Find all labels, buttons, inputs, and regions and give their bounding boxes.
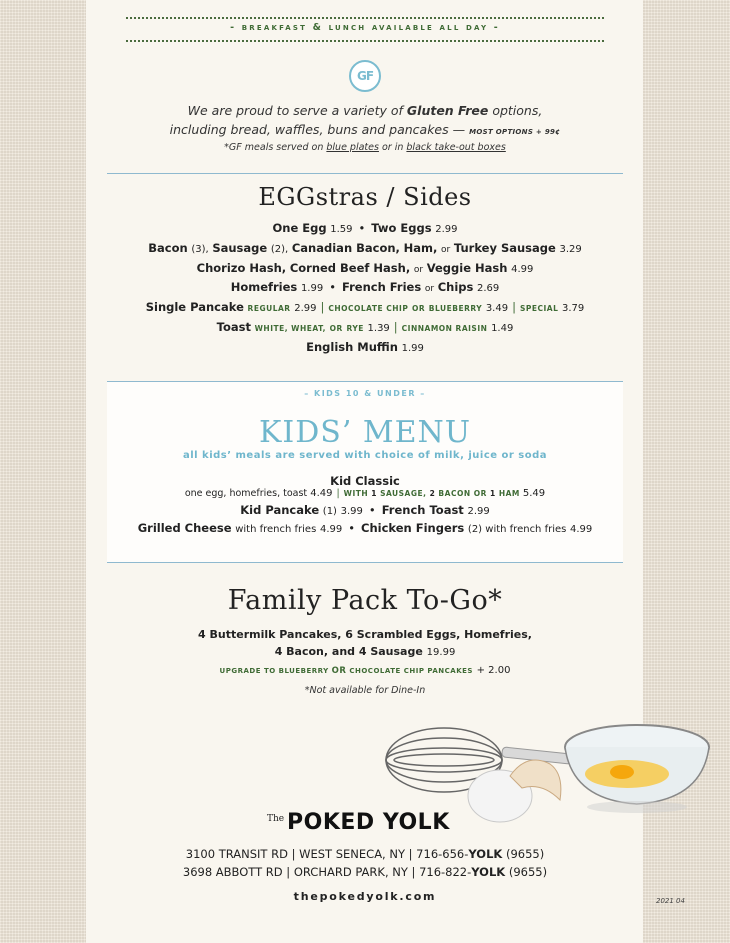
french-toast-price: 2.99 <box>467 506 490 517</box>
or-text: OR <box>329 324 343 333</box>
divider-rule <box>107 173 623 174</box>
french-fries-label: French Fries <box>342 280 422 294</box>
address-1-number: (9655) <box>502 847 545 861</box>
address-line-1 <box>0 847 730 861</box>
chicken-fingers-desc: (2) with french fries <box>467 524 567 535</box>
gf-line2-price: + 99¢ <box>533 128 561 136</box>
veggie-hash-label: Veggie Hash <box>426 261 508 275</box>
english-muffin-label: English Muffin <box>306 340 398 354</box>
hash-price: 4.99 <box>511 264 534 275</box>
family-pack-line-1: 4 Buttermilk Pancakes, 6 Scrambled Eggs, Homefries, <box>198 628 532 641</box>
homefries-label: Homefries <box>230 280 298 294</box>
kid-pancake-price: 3.99 <box>340 506 363 517</box>
or-text: or <box>441 245 451 255</box>
gf-line1-pre: We are proud to serve a variety of <box>187 103 407 118</box>
kids-menu-title: KIDS’ MENU <box>258 415 472 450</box>
cinnamon-raisin-label: CINNAMON RAISIN <box>401 324 488 333</box>
kid-classic-upgrade-bacon: BACON OR <box>435 489 490 498</box>
gf-line1-bold: Gluten Free <box>406 103 489 118</box>
address-2-number: (9655) <box>505 865 548 879</box>
rye-label: RYE <box>346 324 364 333</box>
sides-row-potatoes: Homefries 1.99 • French Fries or Chips 2.69 <box>230 280 500 294</box>
english-muffin-price: 1.99 <box>401 343 424 354</box>
address-1-yolk: YOLK <box>468 847 503 861</box>
kid-classic-upgrade-price: 5.49 <box>522 488 546 499</box>
kid-classic-details: one egg, homefries, toast 4.49 | WITH 1 SAUSAGE, 2 BACON OR 1 HAM 5.49 <box>184 488 546 499</box>
logo-name: POKED YOLK <box>287 810 450 835</box>
gf-intro-line-1 <box>0 103 730 118</box>
upgrade-pre: UPGRADE TO BLUEBERRY <box>219 667 332 675</box>
regular-price: 2.99 <box>294 303 317 314</box>
sides-title: EGGstras / Sides <box>258 183 472 211</box>
address-2-text: 3698 ABBOTT RD | ORCHARD PARK, NY | 716-822- <box>182 865 472 879</box>
kids-age-tag: – KIDS 10 & UNDER – <box>304 389 426 398</box>
family-pack-note: *Not available for Dine-In <box>304 685 426 696</box>
banner-text: - breakfast & lunch available all day - <box>230 22 500 33</box>
kid-classic-upgrade-sausage: SAUSAGE, <box>376 489 430 498</box>
website-url[interactable]: thepokedyolk.com <box>293 890 437 903</box>
two-eggs-price: 2.99 <box>435 224 458 235</box>
regular-label: REGULAR <box>247 304 291 313</box>
banner-bottom-dots <box>126 40 604 42</box>
print-date: 2021 04 <box>656 897 685 905</box>
ham-label: Ham, <box>403 241 438 255</box>
gf-line2-text: including bread, waffles, buns and pancakes — <box>169 122 470 137</box>
kid-classic-price: 4.49 <box>310 488 333 499</box>
family-pack-items: 4 Bacon, and 4 Sausage <box>274 645 423 658</box>
special-price: 3.79 <box>562 303 585 314</box>
kid-pancake-qty: (1) <box>322 506 337 517</box>
kid-classic-upgrade-ham: HAM <box>495 489 520 498</box>
sides-row-pancake: Single Pancake REGULAR 2.99 | CHOCOLATE CHIP OR BLUEBERRY 3.49 | SPECIAL 3.79 <box>145 300 585 314</box>
kid-classic-upgrade-qty: 1 <box>371 489 377 498</box>
sides-row-toast: Toast WHITE, WHEAT, OR RYE 1.39 | CINNAMON RAISIN 1.49 <box>216 320 514 334</box>
choc-blueberry-price: 3.49 <box>485 303 509 314</box>
kid-classic-desc: one egg, homefries, toast <box>184 488 308 499</box>
kid-classic-upgrade-pre: WITH <box>343 489 372 498</box>
two-eggs-label: Two Eggs <box>371 221 432 235</box>
grilled-cheese-price: 4.99 <box>319 524 343 535</box>
kid-classic-label: Kid Classic <box>330 474 400 488</box>
special-label: SPECIAL <box>519 304 559 313</box>
cinnamon-raisin-price: 1.49 <box>491 323 514 334</box>
upgrade-price: + 2.00 <box>476 665 511 676</box>
poked-yolk-logo <box>263 808 453 840</box>
homefries-price: 1.99 <box>300 283 324 294</box>
kids-menu-band <box>107 382 623 562</box>
or-text: or <box>424 284 435 294</box>
gf-note-blue-plates: blue plates <box>326 142 379 153</box>
family-pack-upgrade <box>0 662 730 676</box>
turkey-sausage-label: Turkey Sausage <box>453 241 556 255</box>
bacon-label: Bacon <box>148 241 188 255</box>
kids-row-cheese-chicken: Grilled Cheese with french fries 4.99 • Chicken Fingers (2) with french fries 4.99 <box>137 521 593 535</box>
family-pack-price: 19.99 <box>426 647 456 658</box>
gf-note-pre: *GF meals served on <box>224 142 327 153</box>
one-egg-price: 1.59 <box>330 224 353 235</box>
sides-row-hash <box>0 261 730 275</box>
gf-intro-line-2 <box>0 122 730 137</box>
kids-menu-subtitle: all kids’ meals are served with choice of milk, juice or soda <box>182 450 548 461</box>
gf-line1-post: options, <box>488 103 543 118</box>
kid-classic-upgrade-qty: 1 <box>489 489 496 498</box>
or-text: OR <box>331 666 347 676</box>
canadian-bacon-label: Canadian Bacon, <box>291 241 400 255</box>
gf-line2-small: MOST OPTIONS <box>469 128 534 136</box>
sides-row-meats <box>0 241 730 255</box>
one-egg-label: One Egg <box>272 221 327 235</box>
bacon-qty: (3), <box>191 244 209 255</box>
gf-badge-label: GF <box>356 69 374 83</box>
family-pack-line-2 <box>0 645 730 658</box>
chips-label: Chips <box>437 280 474 294</box>
blueberry-label: BLUEBERRY <box>428 304 483 313</box>
toast-price: 1.39 <box>367 323 390 334</box>
chorizo-hash-label: Chorizo Hash, <box>196 261 287 275</box>
toast-types: WHITE, WHEAT, <box>254 324 326 333</box>
meats-price: 3.29 <box>559 244 582 255</box>
toast-label: Toast <box>216 320 251 334</box>
corned-beef-hash-label: Corned Beef Hash, <box>289 261 411 275</box>
grilled-cheese-label: Grilled Cheese <box>137 521 232 535</box>
banner-top-dots <box>126 17 604 19</box>
fries-price: 2.69 <box>477 283 500 294</box>
address-1-text: 3100 TRANSIT RD | WEST SENECA, NY | 716-656- <box>185 847 469 861</box>
upgrade-post: CHOCOLATE CHIP PANCAKES <box>346 667 473 675</box>
french-toast-label: French Toast <box>381 503 464 517</box>
chicken-fingers-label: Chicken Fingers <box>361 521 465 535</box>
gluten-free-badge-icon <box>349 60 381 92</box>
sides-row-eggs: One Egg 1.59 • Two Eggs 2.99 <box>272 221 458 235</box>
kid-classic-upgrade-qty: 2 <box>429 489 436 498</box>
gf-note-mid: or in <box>378 142 407 153</box>
address-2-yolk: YOLK <box>471 865 506 879</box>
family-pack-title: Family Pack To-Go* <box>227 585 503 616</box>
kid-classic-title <box>0 474 730 488</box>
sausage-qty: (2), <box>270 244 289 255</box>
kid-pancake-label: Kid Pancake <box>240 503 320 517</box>
logo-the: The <box>267 814 285 824</box>
gf-note <box>0 142 730 153</box>
gf-note-takeout-boxes: black take-out boxes <box>406 142 506 153</box>
address-line-2 <box>0 865 730 879</box>
sides-row-muffin <box>0 340 730 354</box>
or-text: or <box>413 265 424 275</box>
grilled-cheese-desc: with french fries <box>235 524 317 535</box>
or-text: OR <box>411 304 426 313</box>
chicken-fingers-price: 4.99 <box>570 524 593 535</box>
chocolate-chip-label: CHOCOLATE CHIP <box>328 304 409 313</box>
sausage-label: Sausage <box>212 241 268 255</box>
kids-row-pancake-toast: Kid Pancake (1) 3.99 • French Toast 2.99 <box>240 503 490 517</box>
divider-rule <box>107 562 623 563</box>
single-pancake-label: Single Pancake <box>145 300 244 314</box>
